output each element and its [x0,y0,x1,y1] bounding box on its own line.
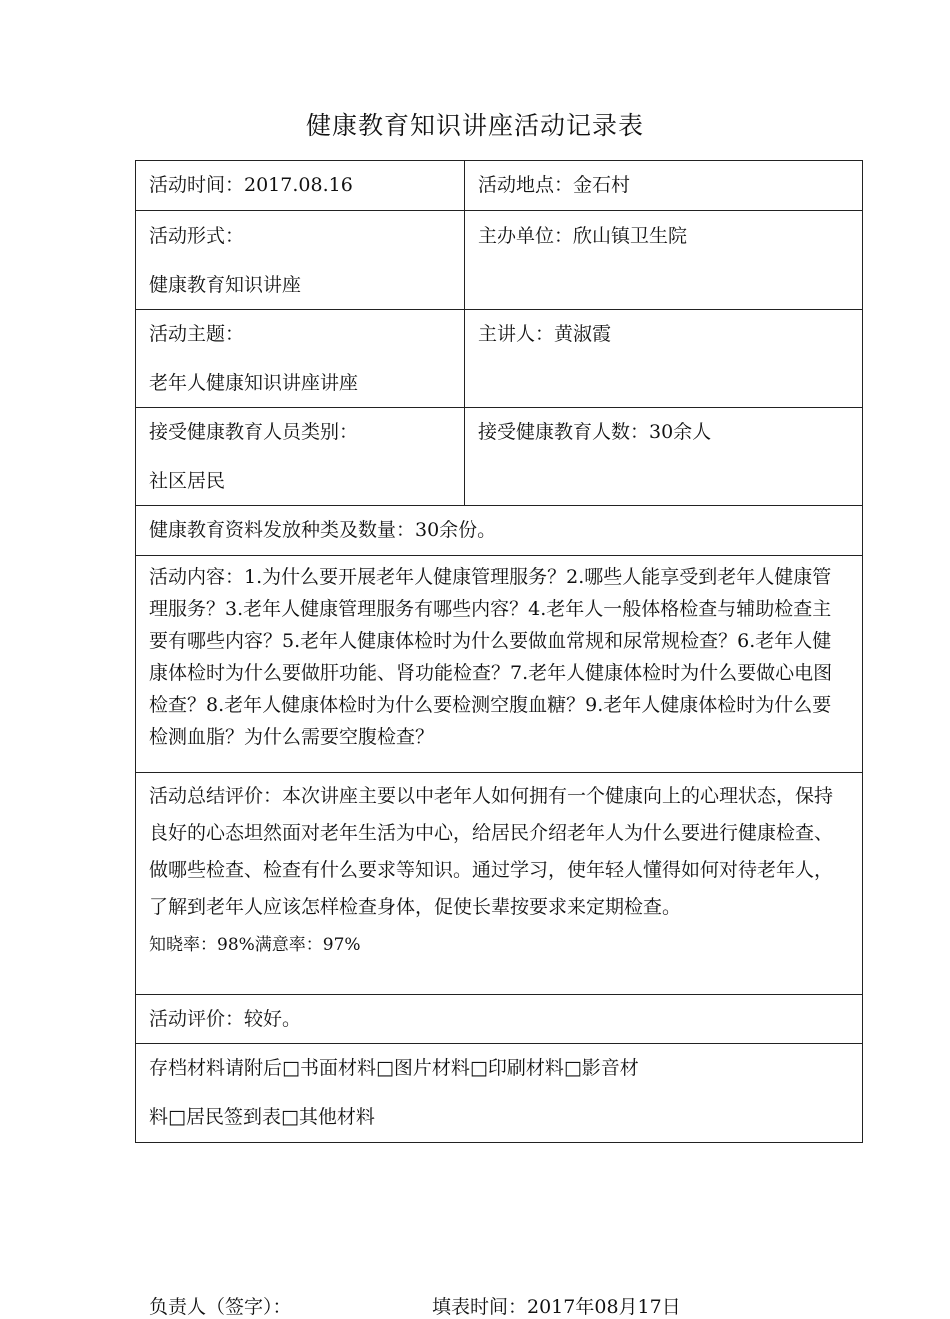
speaker: 主讲人：黄淑霞 [478,323,612,345]
activity-form-label: 活动形式： [149,225,245,247]
organizer: 主办单位：欣山镇卫生院 [478,225,688,247]
audience-count: 接受健康教育人数：30余人 [478,421,712,443]
audience-type-value: 社区居民 [149,470,226,492]
activity-time-cell [136,161,465,211]
materials-cell [136,506,863,556]
responsible-signature: 负责人（签字）： [149,1296,292,1318]
activity-theme-cell [136,310,465,408]
activity-place: 活动地点：金石村 [478,174,631,196]
archive-cell [136,1044,863,1143]
materials-distributed: 健康教育资料发放种类及数量：30余份。 [149,519,497,541]
archive-materials-line2: 料□居民签到表□其他材料 [149,1106,375,1128]
activity-form-value: 健康教育知识讲座 [149,274,302,296]
speaker-cell [465,310,863,408]
activity-summary: 活动总结评价：本次讲座主要以中老年人如何拥有一个健康向上的心理状态，保持良好的心态坦然面对老年生活为中心，给居民介绍老年人为什么要进行健康检查、做哪些检查、检查有什么要求等知识。通过学习，使年轻人懂得如何对待老年人，了解到老年人应该怎样检查身体，促使长辈按要求来定期检查。 [149,785,834,918]
audience-type-cell [136,408,465,506]
activity-theme-label: 活动主题： [149,323,245,345]
organizer-cell [465,211,863,310]
activity-place-cell [465,161,863,211]
evaluation-cell [136,995,863,1044]
activity-form-cell [136,211,465,310]
activity-evaluation: 活动评价：较好。 [149,1008,302,1030]
content-cell [136,556,863,773]
record-table [135,160,863,1143]
summary-cell [136,773,863,995]
audience-type-label: 接受健康教育人员类别： [149,421,359,443]
activity-time: 活动时间：2017.08.16 [149,174,353,196]
activity-content: 活动内容：1.为什么要开展老年人健康管理服务？2.哪些人能享受到老年人健康管理服务？3.老年人健康管理服务有哪些内容？4.老年人一般体格检查与辅助检查主要有哪些内容？5.老年人健康体检时为什么要做血常规和尿常规检查？6.老年人健康体检时为什么要做肝功能、肾功能检查？7.老年人健康体检时为什么要做心电图检查？8.老年人健康体检时为什么要检测空腹血糖？9.老年人健康体检时为什么要检测血脂？为什么需要空腹检查？ [149,566,833,748]
activity-theme-value: 老年人健康知识讲座讲座 [149,372,359,394]
audience-count-cell [465,408,863,506]
page-title: 健康教育知识讲座活动记录表 [305,111,644,140]
satisfaction-rate: 知晓率：98%满意率：97% [149,935,361,955]
archive-materials-line1: 存档材料请附后□书面材料□图片材料□印刷材料□影音材 [149,1057,639,1079]
fill-date: 填表时间：2017年08月17日 [432,1296,681,1318]
